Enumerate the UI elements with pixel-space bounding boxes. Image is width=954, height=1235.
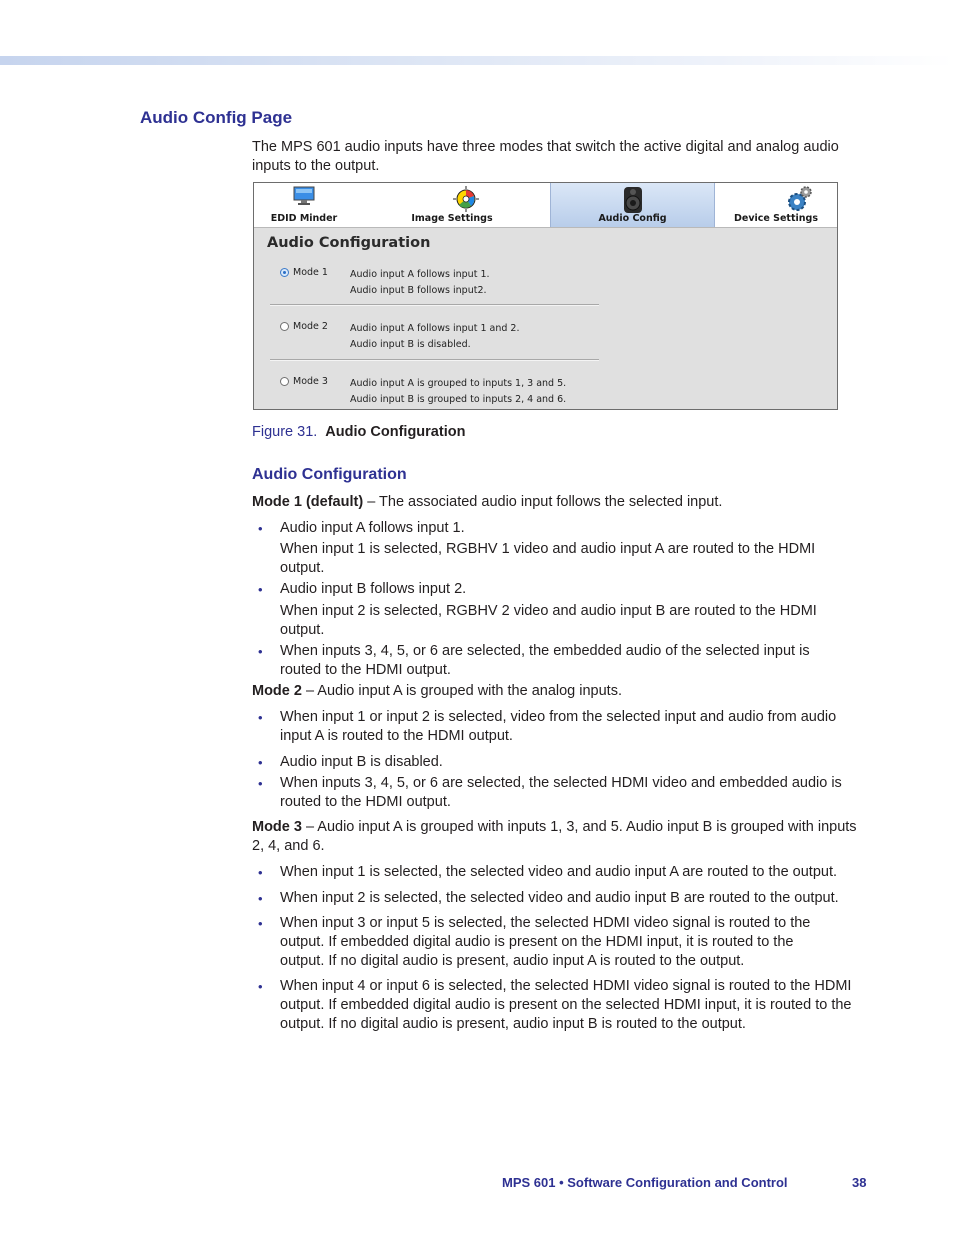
bullet: • [258,521,263,536]
bullet-text: When inputs 3, 4, 5, or 6 are selected, the selected HDMI video and embedded audio is routed to the HDMI output. [280,775,842,810]
mode-2-heading [252,682,872,701]
tab-device-settings[interactable] [715,183,837,227]
mode-text: – The associated audio input follows the selected input. [363,494,723,510]
mode-1-radio[interactable] [280,268,289,277]
bullet-text: When input 4 or input 6 is selected, the selected HDMI video signal is routed to the HDMI output. If embedded digital audio is present on the selected HDMI input, it is routed to the output. If no digital audio is present, audio input B is routed to the output. [280,978,852,1032]
mode-desc-line: Audio input B is grouped to inputs 2, 4 and 6. [350,394,567,405]
mode-label: Mode 3 [293,376,328,387]
bullet-subtext: When input 1 is selected, RGBHV 1 video and audio input A are routed to the HDMI output. [280,541,816,576]
bullet-text: When input 2 is selected, the selected video and audio input B are routed to the output. [280,890,839,906]
config-title: Audio Configuration [267,235,431,251]
bullet-subtext: When input 2 is selected, RGBHV 2 video and audio input B are routed to the HDMI output. [280,603,817,638]
mode-3-heading [252,818,870,856]
mode-text: – Audio input A is grouped with the analog inputs. [301,683,622,699]
bullet-text: When input 3 or input 5 is selected, the selected HDMI video signal is routed to the output. If embedded digital audio is present on the HDMI input, it is routed to the output. If no digital audio is present, audio input A is routed to the output. [280,915,811,969]
separator [270,359,599,361]
bullet: • [258,582,263,597]
mode-3-radio[interactable] [280,377,289,386]
bullet-text: When inputs 3, 4, 5, or 6 are selected, the embedded audio of the selected input is routed to the HDMI output. [280,643,810,678]
intro-paragraph: The MPS 601 audio inputs have three modes that switch the active digital and analog audio inputs to the output. [252,139,839,174]
mode-desc-line: Audio input A is grouped to inputs 1, 3 and 5. [350,378,567,389]
bullet-text: Audio input B is disabled. [280,754,443,770]
bullet: • [258,979,263,994]
bullet-text: Audio input A follows input 1. [280,520,465,536]
bullet: • [258,776,263,791]
bullet: • [258,755,263,770]
figure-title: Audio Configuration [325,424,466,440]
figure-caption [252,424,465,440]
tab-edid-minder[interactable] [254,183,354,227]
mode-desc-line: Audio input A follows input 1. [350,269,490,280]
footer-doc-title: MPS 601 • Software Configuration and Control [502,1175,788,1190]
mode-1-heading [252,493,872,512]
bullet: • [258,710,263,725]
header-gradient-bar [0,56,954,65]
mode-desc-line: Audio input A follows input 1 and 2. [350,323,520,334]
mode-description [350,267,490,299]
bullet: • [258,916,263,931]
bullet-text: When input 1 is selected, the selected video and audio input A are routed to the output. [280,864,838,880]
section-title: Audio Config Page [140,108,293,127]
bullet: • [258,644,263,659]
speaker-icon [621,186,645,214]
tab-bar [254,183,837,228]
bullet: • [258,865,263,880]
gears-icon [785,186,813,214]
tab-label: Image Settings [411,213,493,224]
tab-image-settings[interactable] [354,183,550,227]
mode-desc-line: Audio input B follows input2. [350,285,487,296]
subsection-title: Audio Configuration [252,466,407,483]
mode-description [350,376,566,408]
bullet: • [258,891,263,906]
mode-label: Mode 1 [293,267,328,278]
separator [270,304,599,306]
mode-lead: Mode 2 [252,683,302,699]
color-wheel-icon [453,186,479,212]
figure-number: Figure 31. [252,424,318,440]
tab-label: Device Settings [733,213,818,224]
tab-label: Audio Config [598,213,667,224]
bullet-text: When input 1 or input 2 is selected, video from the selected input and audio from audio input A is routed to the HDMI output. [280,709,837,744]
mode-label: Mode 2 [293,321,328,332]
mode-description [350,321,519,353]
monitor-icon [292,186,316,206]
tab-audio-config[interactable] [550,183,715,227]
mode-2-radio[interactable] [280,322,289,331]
mode-text: – Audio input A is grouped with inputs 1, 3, and 5. Audio input B is grouped with inputs 2, 4, and 6. [252,819,857,854]
footer-page-number: 38 [852,1175,867,1190]
mode-lead: Mode 1 (default) [252,494,364,510]
mode-lead: Mode 3 [252,819,302,835]
tab-label: EDID Minder [270,213,338,224]
bullet-text: Audio input B follows input 2. [280,581,467,597]
audio-config-screenshot [253,182,838,410]
mode-desc-line: Audio input B is disabled. [350,339,471,350]
